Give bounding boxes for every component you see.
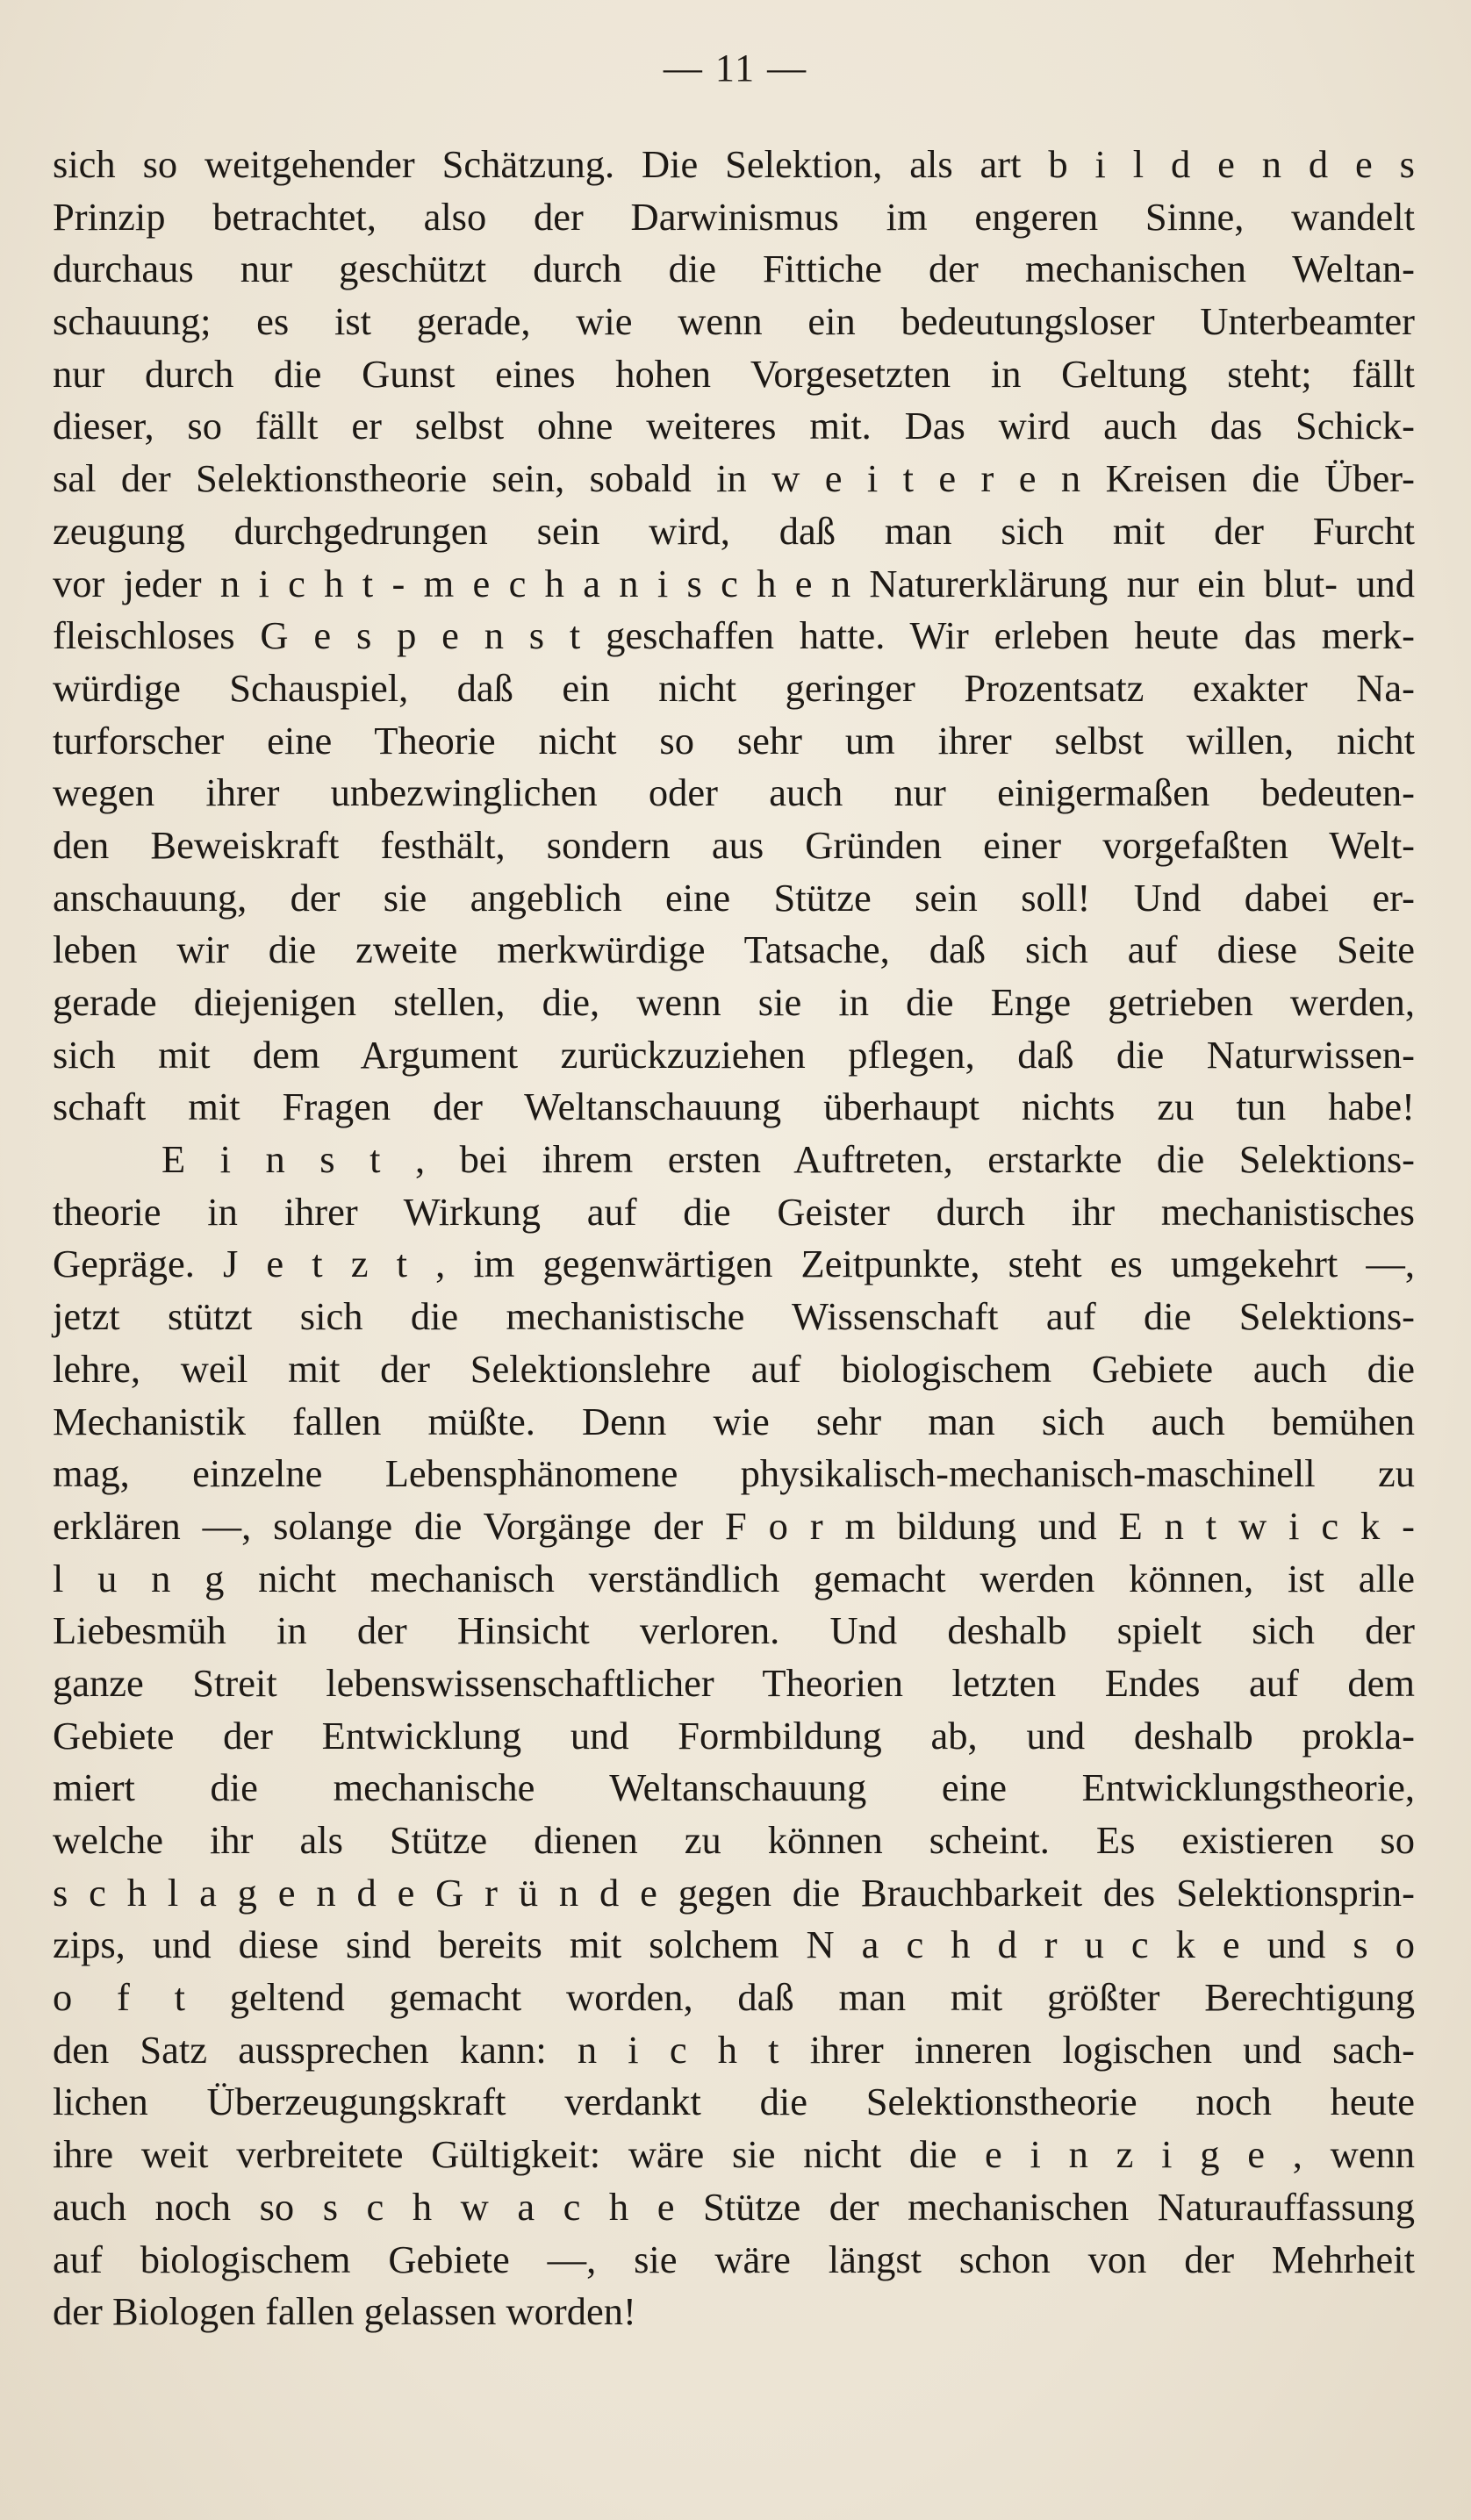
paragraph-start-line: E i n s t , bei ihrem ersten Auftreten, erstarkte die Selektions- [161, 1137, 1415, 1182]
text-line: wegen ihrer unbezwinglichen oder auch nur einigermaßen bedeuten- [53, 770, 1415, 815]
text-line: l u n g nicht mechanisch verständlich gemacht werden können, ist alle [53, 1556, 1415, 1600]
text-line: Prinzip betrachtet, also der Darwinismus im engeren Sinne, wandelt [53, 194, 1415, 239]
text-line: erklären —, solange die Vorgänge der F o r m bildung und E n t w i c k - [53, 1503, 1415, 1548]
text-line: lehre, weil mit der Selektionslehre auf biologischem Gebiete auch die [53, 1346, 1415, 1391]
text-line: leben wir die zweite merkwürdige Tatsache, daß sich auf diese Seite [53, 927, 1415, 972]
text-line: schauung; es ist gerade, wie wenn ein bedeutungsloser Unterbeamter [53, 299, 1415, 344]
text-line: gerade diejenigen stellen, die, wenn sie in die Enge getrieben werden, [53, 980, 1415, 1024]
text-line: s c h l a g e n d e G r ü n d e gegen die Brauchbarkeit des Selektionsprin- [53, 1870, 1415, 1915]
paragraph-end-line: der Biologen fallen gelassen worden! [53, 2289, 636, 2334]
text-line: miert die mechanische Weltanschauung eine Entwicklungstheorie, [53, 1765, 1415, 1810]
text-line: turforscher eine Theorie nicht so sehr um ihrer selbst willen, nicht [53, 718, 1415, 762]
text-line: Mechanistik fallen müßte. Denn wie sehr man sich auch bemühen [53, 1399, 1415, 1443]
text-line: o f t geltend gemacht worden, daß man mit größter Berechtigung [53, 1975, 1415, 2020]
text-line: nur durch die Gunst eines hohen Vorgesetzten in Geltung steht; fällt [53, 351, 1415, 396]
text-line: zips, und diese sind bereits mit solchem N a c h d r u c k e und s o [53, 1922, 1415, 1967]
text-line: sich so weitgehender Schätzung. Die Selektion, als art b i l d e n d e s [53, 142, 1415, 186]
text-line: welche ihr als Stütze dienen zu können scheint. Es existieren so [53, 1818, 1415, 1862]
text-line: fleischloses G e s p e n s t geschaffen hatte. Wir erleben heute das merk- [53, 613, 1415, 658]
text-line: auch noch so s c h w a c h e Stütze der mechanischen Naturauffassung [53, 2184, 1415, 2229]
text-line: würdige Schauspiel, daß ein nicht geringer Prozentsatz exakter Na- [53, 665, 1415, 710]
text-line: jetzt stützt sich die mechanistische Wissenschaft auf die Selektions- [53, 1294, 1415, 1339]
text-line: mag, einzelne Lebensphänomene physikalisch-mechanisch-maschinell zu [53, 1451, 1415, 1496]
text-line: schaft mit Fragen der Weltanschauung überhaupt nichts zu tun habe! [53, 1085, 1415, 1129]
text-line: Gebiete der Entwicklung und Formbildung ab, und deshalb prokla- [53, 1713, 1415, 1758]
text-line: den Satz aussprechen kann: n i c h t ihrer inneren logischen und sach- [53, 2027, 1415, 2072]
text-line: vor jeder n i c h t - m e c h a n i s c h e n Naturerklärung nur ein blut- und [53, 561, 1415, 605]
text-line: ihre weit verbreitete Gültigkeit: wäre sie nicht die e i n z i g e , wenn [53, 2132, 1415, 2177]
text-line: den Beweiskraft festhält, sondern aus Gründen einer vorgefaßten Welt- [53, 822, 1415, 867]
text-line: durchaus nur geschützt durch die Fittiche der mechanischen Weltan- [53, 247, 1415, 291]
text-line: theorie in ihrer Wirkung auf die Geister durch ihr mechanistisches [53, 1189, 1415, 1234]
text-line: sal der Selektionstheorie sein, sobald in w e i t e r e n Kreisen die Über- [53, 456, 1415, 501]
text-line: zeugung durchgedrungen sein wird, daß man sich mit der Furcht [53, 508, 1415, 553]
text-line: anschauung, der sie angeblich eine Stütze sein soll! Und dabei er- [53, 875, 1415, 920]
text-line: Gepräge. J e t z t , im gegenwärtigen Zeitpunkte, steht es umgekehrt —, [53, 1242, 1415, 1286]
body-text [53, 139, 1415, 2338]
text-line: lichen Überzeugungskraft verdankt die Selektionstheorie noch heute [53, 2080, 1415, 2124]
text-line: Liebesmüh in der Hinsicht verloren. Und deshalb spielt sich der [53, 1608, 1415, 1653]
text-line: dieser, so fällt er selbst ohne weiteres mit. Das wird auch das Schick- [53, 404, 1415, 448]
text-line: ganze Streit lebenswissenschaftlicher Theorien letzten Endes auf dem [53, 1660, 1415, 1705]
page-number: — 11 — [663, 47, 808, 89]
text-line: sich mit dem Argument zurückzuziehen pflegen, daß die Naturwissen- [53, 1032, 1415, 1077]
text-line: auf biologischem Gebiete —, sie wäre längst schon von der Mehrheit [53, 2237, 1415, 2281]
